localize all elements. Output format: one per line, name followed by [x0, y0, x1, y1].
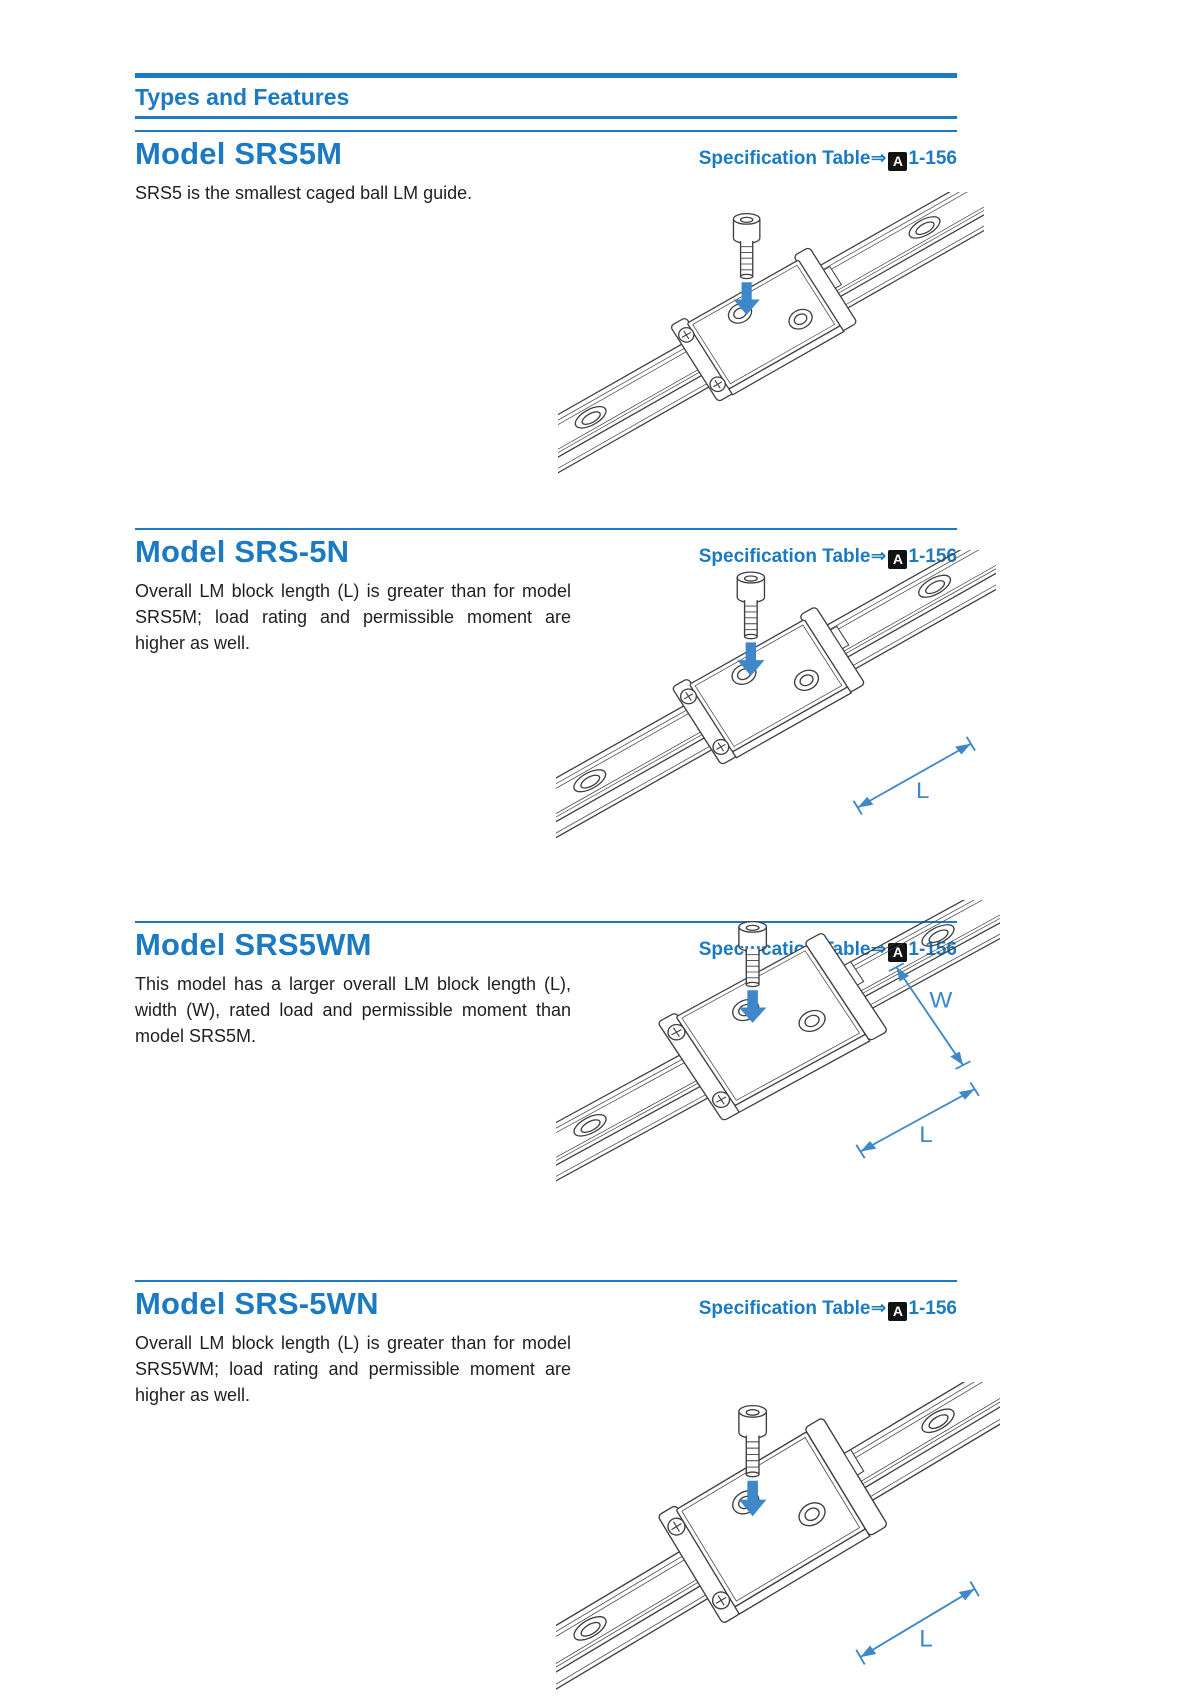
- illustration-srs-5n: [556, 550, 996, 845]
- lm-guide-drawing: [558, 192, 984, 480]
- header-rule-top: [135, 73, 957, 78]
- lm-guide-drawing: [556, 900, 1000, 1188]
- spec-page-ref: 1-156: [908, 1298, 957, 1319]
- width-dimension-label: W: [929, 987, 953, 1013]
- spec-table-link[interactable]: [699, 1297, 957, 1321]
- double-arrow-icon: ⇒: [870, 1298, 887, 1319]
- double-arrow-icon: ⇒: [870, 546, 887, 567]
- section-description: Overall LM block length (L) is greater than for model SRS5WM; load rating and permissible moment are higher as well.: [135, 1333, 571, 1405]
- illustration-srs-5wn: [556, 1382, 1000, 1697]
- length-dimension: [854, 737, 976, 815]
- lm-guide-drawing: [556, 550, 996, 845]
- section-a-badge: A: [888, 550, 907, 569]
- section-description: This model has a larger overall LM block length (L), width (W), rated load and permissible moment than model SRS5M.: [135, 974, 571, 1046]
- section-title: Model SRS-5WN: [135, 1286, 379, 1321]
- section-rule: [135, 130, 957, 132]
- width-dimension: [889, 963, 970, 1069]
- spec-link-label: Specification Table: [698, 939, 871, 960]
- section-a-badge: A: [888, 1302, 907, 1321]
- page-title: Types and Features: [135, 84, 350, 110]
- double-arrow-icon: ⇒: [870, 148, 887, 169]
- illustration-srs5wm: [556, 900, 1000, 1188]
- spec-table-link[interactable]: [699, 147, 957, 171]
- spec-link-label: Specification Table: [698, 1298, 871, 1319]
- page-header: [135, 73, 957, 119]
- double-arrow-icon: ⇒: [870, 939, 887, 960]
- section-a-badge: A: [888, 943, 907, 962]
- length-dimension-label: L: [919, 1625, 933, 1653]
- length-dimension-label: L: [915, 777, 930, 803]
- length-dimension: [856, 1082, 979, 1158]
- section-title: Model SRS-5N: [135, 534, 350, 569]
- section-rule: [135, 528, 957, 530]
- section-title: Model SRS5M: [135, 136, 343, 171]
- section-description: Overall LM block length (L) is greater than for model SRS5M; load rating and permissible moment are higher as well.: [135, 581, 571, 653]
- spec-link-label: Specification Table: [698, 148, 871, 169]
- lm-guide-drawing: [556, 1382, 1000, 1697]
- section-title: Model SRS5WM: [135, 927, 372, 962]
- length-dimension-label: L: [919, 1121, 933, 1147]
- spec-link-label: Specification Table: [698, 546, 871, 567]
- section-a-badge: A: [888, 152, 907, 171]
- section-description: SRS5 is the smallest caged ball LM guide.: [135, 183, 473, 203]
- spec-page-ref: 1-156: [908, 148, 957, 169]
- header-rule-bottom: [135, 116, 957, 119]
- spec-page-ref: 1-156: [908, 939, 957, 960]
- illustration-srs5m: [558, 192, 984, 480]
- length-dimension: [856, 1582, 979, 1665]
- spec-page-ref: 1-156: [908, 546, 957, 567]
- section-rule: [135, 1280, 957, 1282]
